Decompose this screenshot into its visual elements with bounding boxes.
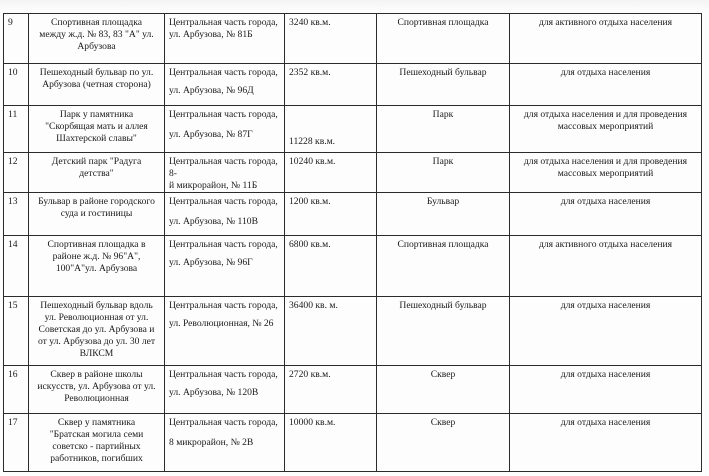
object-area: 10240 кв.м.	[285, 153, 377, 193]
row-number: 10	[4, 64, 29, 106]
object-purpose: для отдыха населения и для проведения массовых мероприятий	[510, 153, 702, 193]
object-area: 6800 кв.м.	[285, 236, 377, 297]
row-number: 11	[4, 106, 29, 153]
object-type: Пешеходный бульвар	[377, 64, 510, 106]
object-name: Пешеходный бульвар вдоль ул. Революционная от ул. Советская до ул. Арбузова и от ул. Арбузова до ул. 30 лет ВЛКСМ	[29, 297, 165, 366]
object-location: Центральная часть города, ул. Арбузова, № 87Г	[165, 106, 285, 153]
object-purpose: для отдыха населения	[510, 193, 702, 236]
object-type: Бульвар	[377, 193, 510, 236]
object-location: Центральная часть города, ул. Арбузова, № 96Д	[165, 64, 285, 106]
row-number: 9	[4, 14, 29, 64]
object-type: Спортивная площадка	[377, 236, 510, 297]
table-row	[4, 366, 702, 414]
row-number: 13	[4, 193, 29, 236]
object-area: 11228 кв.м.	[285, 106, 377, 153]
row-number: 15	[4, 297, 29, 366]
row-number: 12	[4, 153, 29, 193]
row-number: 14	[4, 236, 29, 297]
table-row	[4, 106, 702, 153]
object-name: Спортивная площадка в районе ж.д. № 96"А", 100"А"ул. Арбузова	[29, 236, 165, 297]
object-purpose: для активного отдыха населения	[510, 236, 702, 297]
object-location: Центральная часть города, ул. Арбузова, № 110В	[165, 193, 285, 236]
table-row	[4, 14, 702, 64]
object-location: Центральная часть города, ул. Арбузова, № 120В	[165, 366, 285, 414]
object-type: Парк	[377, 153, 510, 193]
object-name: Парк у памятника "Скорбящая мать и аллея Шахтерской славы"	[29, 106, 165, 153]
object-type: Сквер	[377, 414, 510, 472]
object-location: Центральная часть города, ул. Арбузова, № 81Б	[165, 14, 285, 64]
table-row	[4, 64, 702, 106]
object-area: 3240 кв.м.	[285, 14, 377, 64]
object-area: 10000 кв.м.	[285, 414, 377, 472]
object-name: Пешеходный бульвар по ул. Арбузова (четная сторона)	[29, 64, 165, 106]
object-name: Сквер у памятника "Братская могила семи советско - партийных работников, погибших	[29, 414, 165, 472]
object-name: Детский парк "Радуга детства"	[29, 153, 165, 193]
table-row	[4, 414, 702, 472]
object-type: Парк	[377, 106, 510, 153]
object-type: Пешеходный бульвар	[377, 297, 510, 366]
object-purpose: для отдыха населения и для проведения массовых мероприятий	[510, 106, 702, 153]
object-purpose: для активного отдыха населения	[510, 14, 702, 64]
object-name: Сквер в районе школы искусств, ул. Арбузова от ул. Революционная	[29, 366, 165, 414]
object-area: 2720 кв.м.	[285, 366, 377, 414]
object-name: Бульвар в районе городского суда и гостиницы	[29, 193, 165, 236]
table-row	[4, 153, 702, 193]
green-zones-table	[3, 13, 702, 472]
object-purpose: для отдыха населения	[510, 414, 702, 472]
scan-top-edge	[0, 0, 709, 12]
object-name: Спортивная площадка между ж.д. № 83, 83 "А" ул. Арбузова	[29, 14, 165, 64]
table-row	[4, 193, 702, 236]
object-purpose: для отдыха населения	[510, 64, 702, 106]
row-number: 16	[4, 366, 29, 414]
object-area: 36400 кв. м.	[285, 297, 377, 366]
object-location: Центральная часть города, ул. Революционная, № 26	[165, 297, 285, 366]
table-row	[4, 297, 702, 366]
object-type: Сквер	[377, 366, 510, 414]
object-purpose: для отдыха населения	[510, 297, 702, 366]
object-location: Центральная часть города, 8 микрорайон, № 2В	[165, 414, 285, 472]
object-location: Центральная часть города, 8- й микрорайон, № 11Б	[165, 153, 285, 193]
row-number: 17	[4, 414, 29, 472]
object-purpose: для отдыха населения	[510, 366, 702, 414]
object-area: 2352 кв.м.	[285, 64, 377, 106]
table-row	[4, 236, 702, 297]
object-type: Спортивная площадка	[377, 14, 510, 64]
object-location: Центральная часть города, ул. Арбузова, № 96Г	[165, 236, 285, 297]
object-area: 1200 кв.м.	[285, 193, 377, 236]
